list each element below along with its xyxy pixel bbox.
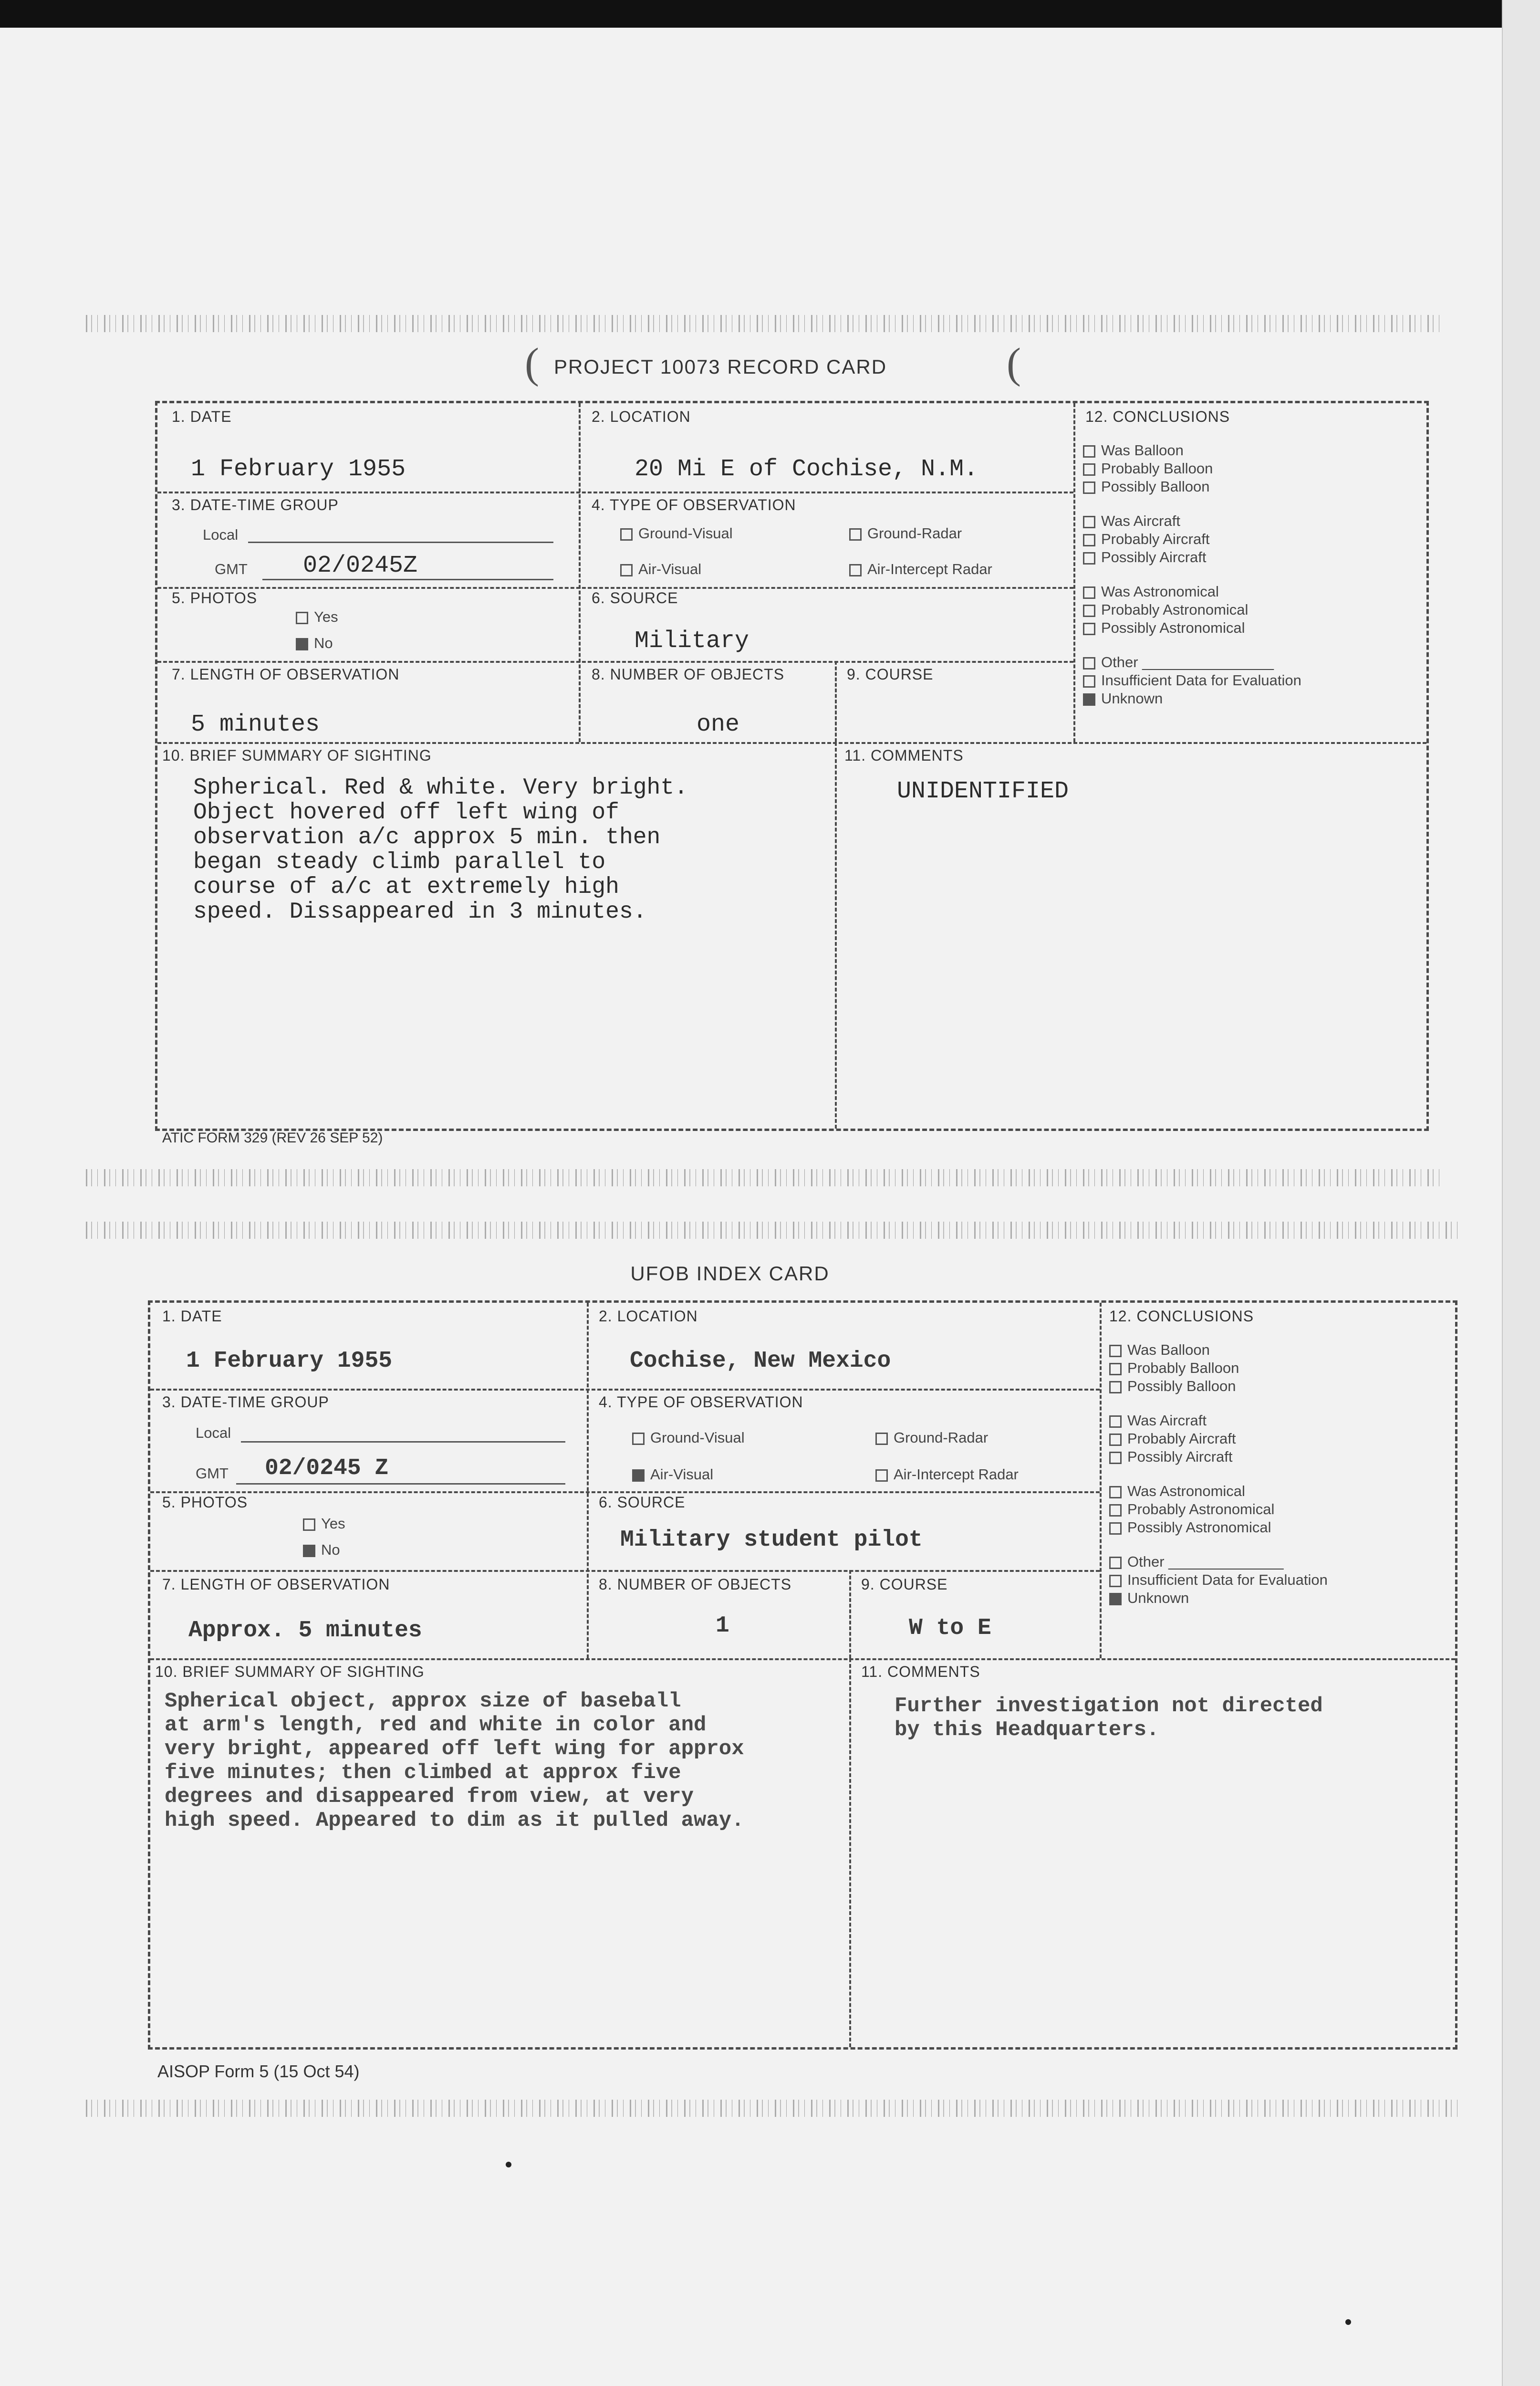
checkbox bbox=[1109, 1415, 1122, 1428]
conclusion-insufficient: Insufficient Data for Evaluation bbox=[1109, 1571, 1328, 1589]
conclusion-item: Was Aircraft bbox=[1083, 512, 1301, 530]
conclusion-item: Was Balloon bbox=[1083, 441, 1301, 460]
photos-yes-option: Yes bbox=[296, 608, 338, 626]
conclusions-label: 12. CONCLUSIONS bbox=[1109, 1308, 1254, 1325]
date-label: 1. DATE bbox=[172, 408, 232, 425]
comments-text bbox=[895, 1694, 1323, 1742]
air-intercept-checkbox bbox=[875, 1469, 888, 1482]
local-label: Local bbox=[196, 1424, 231, 1441]
hole-mark-right: ( bbox=[1007, 340, 1021, 387]
conclusion-insufficient: Insufficient Data for Evaluation bbox=[1083, 671, 1301, 690]
air-visual-option: Air-Visual bbox=[620, 561, 701, 578]
photos-no-option: No bbox=[296, 635, 333, 652]
air-visual-option: Air-Visual bbox=[632, 1466, 713, 1483]
summary-line: five minutes; then climbed at approx five bbox=[165, 1761, 681, 1785]
ground-visual-checkbox bbox=[620, 528, 633, 541]
photos-no-checkbox bbox=[296, 638, 308, 650]
ground-radar-checkbox bbox=[849, 528, 862, 541]
date-value: 1 February 1955 bbox=[191, 456, 406, 483]
checkbox bbox=[1109, 1434, 1122, 1446]
checkbox bbox=[1109, 1381, 1122, 1393]
source-label: 6. SOURCE bbox=[599, 1494, 686, 1511]
ground-radar-checkbox bbox=[875, 1433, 888, 1445]
conclusion-unknown: Unknown bbox=[1083, 690, 1301, 708]
dtg-label: 3. DATE-TIME GROUP bbox=[162, 1393, 329, 1411]
conclusion-other: Other ______________ bbox=[1109, 1553, 1328, 1571]
air-visual-checkbox bbox=[620, 564, 633, 576]
card-bottom-noise bbox=[86, 1169, 1441, 1186]
checkbox bbox=[1083, 516, 1095, 528]
conclusions-list bbox=[1083, 441, 1301, 708]
comments-line: by this Headquarters. bbox=[895, 1718, 1159, 1742]
source-value: Military bbox=[635, 628, 749, 655]
conclusion-item: Was Astronomical bbox=[1109, 1482, 1328, 1500]
gmt-label: GMT bbox=[215, 561, 248, 577]
conclusion-item: Possibly Astronomical bbox=[1109, 1518, 1328, 1537]
conclusion-item: Probably Astronomical bbox=[1083, 601, 1301, 619]
air-intercept-checkbox bbox=[849, 564, 862, 576]
summary-line: course of a/c at extremely high bbox=[193, 874, 619, 900]
conclusion-item: Possibly Aircraft bbox=[1109, 1448, 1328, 1466]
course-label: 9. COURSE bbox=[861, 1576, 948, 1593]
summary-line: speed. Dissappeared in 3 minutes. bbox=[193, 899, 647, 925]
scan-right-edge bbox=[1502, 0, 1540, 2386]
location-value: 20 Mi E of Cochise, N.M. bbox=[635, 456, 978, 483]
photos-yes-checkbox bbox=[303, 1518, 315, 1531]
photos-yes-option: Yes bbox=[303, 1515, 345, 1532]
summary-line: degrees and disappeared from view, at very bbox=[165, 1785, 694, 1809]
dtg-label: 3. DATE-TIME GROUP bbox=[172, 496, 339, 513]
checkbox bbox=[1083, 623, 1095, 635]
checkbox bbox=[1109, 1452, 1122, 1464]
conclusion-item: Possibly Astronomical bbox=[1083, 619, 1301, 637]
index-card-title: UFOB INDEX CARD bbox=[630, 1262, 830, 1285]
card-top-noise bbox=[86, 1222, 1460, 1239]
checkbox bbox=[1109, 1557, 1122, 1569]
location-label: 2. LOCATION bbox=[592, 408, 691, 425]
photos-label: 5. PHOTOS bbox=[162, 1494, 248, 1511]
index-form-footer: AISOP Form 5 (15 Oct 54) bbox=[157, 2062, 360, 2081]
conclusion-item: Was Balloon bbox=[1109, 1341, 1328, 1359]
summary-line: Spherical. Red & white. Very bright. bbox=[193, 775, 688, 801]
conclusion-item: Probably Balloon bbox=[1109, 1359, 1328, 1377]
ground-visual-checkbox bbox=[632, 1433, 645, 1445]
summary-line: Object hovered off left wing of bbox=[193, 800, 619, 826]
obs-type-label: 4. TYPE OF OBSERVATION bbox=[599, 1393, 803, 1411]
summary-line: high speed. Appeared to dim as it pulled away. bbox=[165, 1809, 744, 1832]
obs-type-label: 4. TYPE OF OBSERVATION bbox=[592, 496, 796, 513]
ground-radar-option: Ground-Radar bbox=[875, 1429, 988, 1446]
location-value: Cochise, New Mexico bbox=[630, 1348, 891, 1374]
date-value: 1 February 1955 bbox=[186, 1348, 393, 1374]
checkbox bbox=[1109, 1345, 1122, 1357]
comments-label: 11. COMMENTS bbox=[844, 747, 964, 764]
checkbox bbox=[1109, 1575, 1122, 1587]
checkbox bbox=[1109, 1593, 1122, 1605]
photos-no-checkbox bbox=[303, 1545, 315, 1557]
checkbox bbox=[1109, 1504, 1122, 1517]
checkbox bbox=[1083, 481, 1095, 494]
checkbox bbox=[1083, 586, 1095, 599]
comments-value: UNIDENTIFIED bbox=[897, 778, 1069, 805]
checkbox bbox=[1083, 605, 1095, 617]
summary-line: Spherical object, approx size of baseball bbox=[165, 1689, 681, 1713]
length-label: 7. LENGTH OF OBSERVATION bbox=[172, 666, 400, 683]
air-intercept-option: Air-Intercept Radar bbox=[875, 1466, 1019, 1483]
gmt-value: 02/0245 Z bbox=[265, 1455, 389, 1481]
conclusion-item: Possibly Balloon bbox=[1083, 478, 1301, 496]
conclusion-item: Probably Aircraft bbox=[1083, 530, 1301, 548]
summary-label: 10. BRIEF SUMMARY OF SIGHTING bbox=[162, 747, 432, 764]
ground-visual-option: Ground-Visual bbox=[632, 1429, 745, 1446]
summary-text bbox=[193, 775, 688, 924]
course-label: 9. COURSE bbox=[847, 666, 934, 683]
conclusion-item: Was Aircraft bbox=[1109, 1412, 1328, 1430]
course-value: W to E bbox=[909, 1615, 991, 1641]
summary-text bbox=[165, 1689, 744, 1832]
num-objects-value: one bbox=[697, 711, 740, 738]
ground-visual-option: Ground-Visual bbox=[620, 525, 733, 542]
checkbox bbox=[1109, 1363, 1122, 1375]
length-label: 7. LENGTH OF OBSERVATION bbox=[162, 1576, 390, 1593]
ground-radar-option: Ground-Radar bbox=[849, 525, 962, 542]
conclusion-item: Probably Balloon bbox=[1083, 460, 1301, 478]
air-intercept-option: Air-Intercept Radar bbox=[849, 561, 992, 578]
comments-label: 11. COMMENTS bbox=[861, 1663, 980, 1680]
source-value: Military student pilot bbox=[620, 1527, 923, 1553]
record-card-title: PROJECT 10073 RECORD CARD bbox=[553, 356, 887, 378]
hole-mark-left: ( bbox=[525, 340, 539, 387]
summary-line: very bright, appeared off left wing for approx bbox=[165, 1737, 744, 1761]
checkbox bbox=[1109, 1522, 1122, 1535]
card-bottom-noise bbox=[86, 2100, 1460, 2117]
local-label: Local bbox=[203, 526, 239, 543]
checkbox bbox=[1109, 1486, 1122, 1498]
conclusion-other: Other ________________ bbox=[1083, 653, 1301, 671]
photos-label: 5. PHOTOS bbox=[172, 589, 258, 607]
photos-yes-checkbox bbox=[296, 612, 308, 624]
index-card-form bbox=[148, 1300, 1457, 2050]
checkbox bbox=[1083, 534, 1095, 546]
checkbox bbox=[1083, 675, 1095, 688]
num-objects-value: 1 bbox=[716, 1613, 729, 1639]
photos-no-option: No bbox=[303, 1541, 340, 1559]
checkbox bbox=[1083, 657, 1095, 670]
comments-line: Further investigation not directed bbox=[895, 1694, 1323, 1718]
gmt-label: GMT bbox=[196, 1465, 229, 1482]
summary-line: at arm's length, red and white in color and bbox=[165, 1713, 707, 1737]
location-label: 2. LOCATION bbox=[599, 1308, 698, 1325]
summary-line: observation a/c approx 5 min. then bbox=[193, 825, 661, 850]
length-value: 5 minutes bbox=[191, 711, 320, 738]
checkbox bbox=[1083, 693, 1095, 706]
air-visual-checkbox bbox=[632, 1469, 645, 1482]
conclusion-item: Probably Astronomical bbox=[1109, 1500, 1328, 1518]
conclusion-item: Possibly Aircraft bbox=[1083, 548, 1301, 566]
record-card-form bbox=[155, 401, 1429, 1131]
gmt-value: 02/0245Z bbox=[303, 552, 418, 579]
scan-speck bbox=[506, 2162, 511, 2167]
record-card bbox=[86, 296, 1441, 1193]
num-objects-label: 8. NUMBER OF OBJECTS bbox=[592, 666, 785, 683]
conclusion-item: Probably Aircraft bbox=[1109, 1430, 1328, 1448]
length-value: Approx. 5 minutes bbox=[188, 1618, 422, 1643]
conclusion-item: Was Astronomical bbox=[1083, 583, 1301, 601]
conclusions-list bbox=[1109, 1341, 1328, 1607]
date-label: 1. DATE bbox=[162, 1308, 222, 1325]
summary-line: began steady climb parallel to bbox=[193, 849, 606, 875]
checkbox bbox=[1083, 445, 1095, 458]
source-label: 6. SOURCE bbox=[592, 589, 678, 607]
conclusions-label: 12. CONCLUSIONS bbox=[1085, 408, 1230, 425]
scan-speck bbox=[1345, 2319, 1351, 2325]
card-top-noise bbox=[86, 315, 1441, 332]
scan-top-border bbox=[0, 0, 1540, 28]
checkbox bbox=[1083, 463, 1095, 476]
record-form-footer: ATIC FORM 329 (REV 26 SEP 52) bbox=[162, 1130, 383, 1146]
num-objects-label: 8. NUMBER OF OBJECTS bbox=[599, 1576, 792, 1593]
index-card bbox=[86, 1222, 1460, 2128]
conclusion-item: Possibly Balloon bbox=[1109, 1377, 1328, 1395]
checkbox bbox=[1083, 552, 1095, 565]
summary-label: 10. BRIEF SUMMARY OF SIGHTING bbox=[155, 1663, 425, 1680]
conclusion-unknown: Unknown bbox=[1109, 1589, 1328, 1607]
